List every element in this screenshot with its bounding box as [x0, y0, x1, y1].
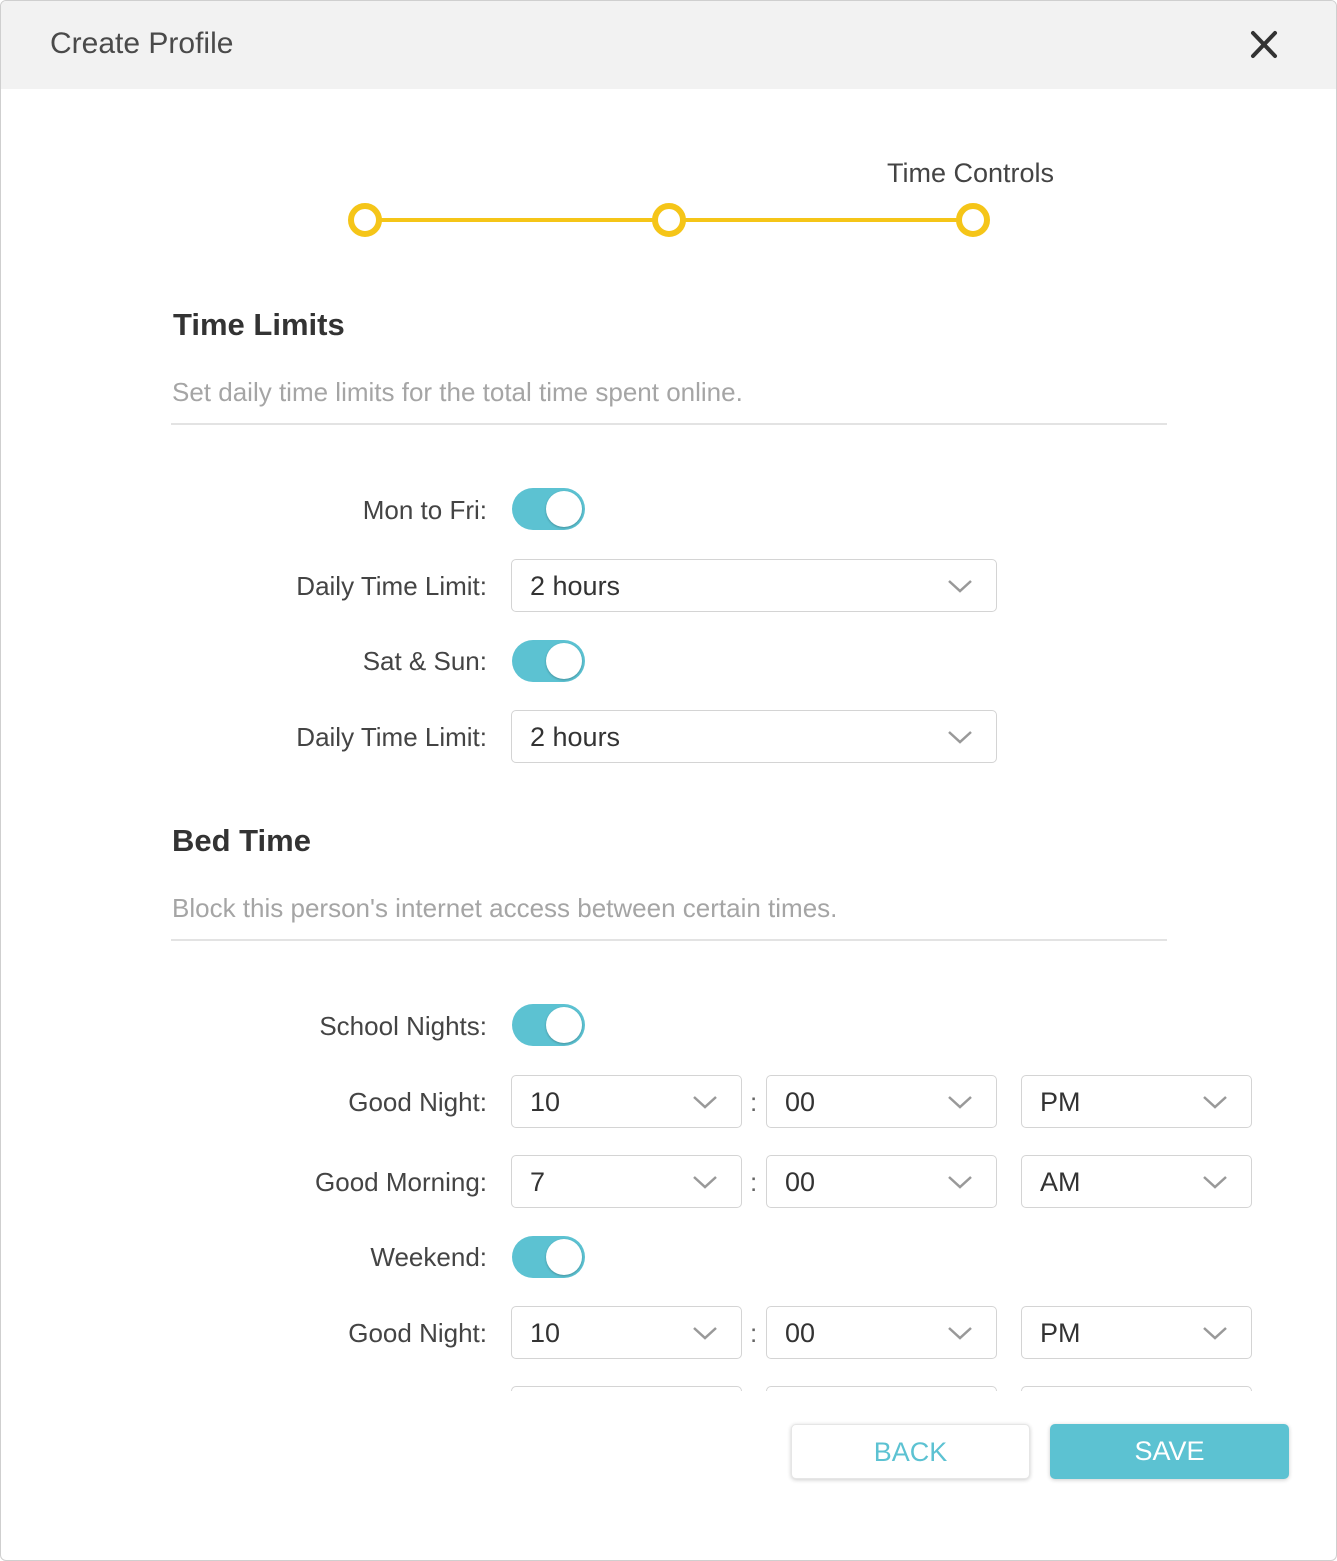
chevron-down-icon — [691, 1172, 719, 1192]
school-good-morning-hour-select[interactable] — [511, 1155, 742, 1208]
chevron-down-icon — [946, 1092, 974, 1112]
select-value: 7 — [530, 1167, 546, 1197]
close-icon — [1241, 23, 1287, 69]
weekend-good-night-hour-select[interactable] — [511, 1306, 742, 1359]
school-good-morning-ampm-select[interactable] — [1021, 1155, 1252, 1208]
mon-fri-limit-label: Daily Time Limit: — [296, 571, 487, 601]
save-button[interactable]: SAVE — [1050, 1424, 1289, 1479]
school-nights-label: School Nights: — [319, 1011, 487, 1041]
time-limits-description: Set daily time limits for the total time spent online. — [172, 377, 743, 407]
select-value: 2 hours — [530, 571, 621, 601]
chevron-down-icon — [946, 727, 974, 747]
weekend-good-morning-hour-select[interactable] — [511, 1386, 742, 1391]
weekend-good-morning-minute-select[interactable] — [766, 1386, 997, 1391]
toggle-knob — [546, 1007, 582, 1043]
chevron-down-icon — [946, 1323, 974, 1343]
step-3-dot — [956, 203, 990, 237]
step-1-dot — [348, 203, 382, 237]
chevron-down-icon — [1201, 1323, 1229, 1343]
time-limits-title: Time Limits — [173, 307, 345, 342]
weekend-toggle[interactable] — [512, 1236, 585, 1278]
school-good-morning-label: Good Morning: — [315, 1167, 487, 1197]
step-2-dot — [652, 203, 686, 237]
select-value: 00 — [785, 1318, 816, 1348]
sat-sun-toggle[interactable] — [512, 640, 585, 682]
select-value: 10 — [530, 1087, 561, 1117]
school-good-night-ampm-select[interactable] — [1021, 1075, 1252, 1128]
dialog-title: Create Profile — [50, 27, 234, 60]
school-good-night-label: Good Night: — [348, 1087, 487, 1117]
toggle-knob — [546, 643, 582, 679]
select-value: 00 — [785, 1087, 816, 1117]
bed-time-divider — [171, 939, 1167, 941]
toggle-knob — [546, 1239, 582, 1275]
weekend-good-morning-ampm-select[interactable] — [1021, 1386, 1252, 1391]
mon-fri-toggle[interactable] — [512, 488, 585, 530]
weekend-good-night-minute-select[interactable] — [766, 1306, 997, 1359]
weekend-label: Weekend: — [370, 1242, 487, 1272]
scroll-cutoff-row — [1, 1386, 1336, 1391]
select-value: 00 — [785, 1167, 816, 1197]
chevron-down-icon — [1201, 1172, 1229, 1192]
select-value: PM — [1040, 1318, 1081, 1348]
select-value: AM — [1040, 1167, 1081, 1197]
sat-sun-label: Sat & Sun: — [362, 646, 487, 676]
sat-sun-limit-label: Daily Time Limit: — [296, 722, 487, 752]
bed-time-description: Block this person's internet access between certain times. — [172, 893, 838, 923]
step-label-time-controls: Time Controls — [887, 158, 1055, 188]
select-value: PM — [1040, 1087, 1081, 1117]
school-nights-toggle[interactable] — [512, 1004, 585, 1046]
chevron-down-icon — [946, 1172, 974, 1192]
mon-fri-limit-select[interactable] — [511, 559, 997, 612]
school-good-night-minute-select[interactable] — [766, 1075, 997, 1128]
select-value: 10 — [530, 1318, 561, 1348]
weekend-good-night-label: Good Night: — [348, 1318, 487, 1348]
chevron-down-icon — [1201, 1092, 1229, 1112]
school-good-night-hour-select[interactable] — [511, 1075, 742, 1128]
school-good-morning-minute-select[interactable] — [766, 1155, 997, 1208]
back-button[interactable]: BACK — [791, 1424, 1030, 1479]
chevron-down-icon — [946, 576, 974, 596]
mon-fri-label: Mon to Fri: — [362, 495, 487, 525]
time-limits-divider — [171, 423, 1167, 425]
bed-time-title: Bed Time — [172, 823, 311, 858]
select-value: 2 hours — [530, 722, 621, 752]
toggle-knob — [546, 491, 582, 527]
chevron-down-icon — [691, 1092, 719, 1112]
weekend-good-night-ampm-select[interactable] — [1021, 1306, 1252, 1359]
close-button[interactable] — [1241, 23, 1287, 69]
chevron-down-icon — [691, 1323, 719, 1343]
dialog-header — [1, 1, 1336, 89]
sat-sun-limit-select[interactable] — [511, 710, 997, 763]
time-separator: : — [750, 1167, 758, 1197]
time-separator: : — [750, 1318, 758, 1348]
time-separator: : — [750, 1087, 758, 1117]
